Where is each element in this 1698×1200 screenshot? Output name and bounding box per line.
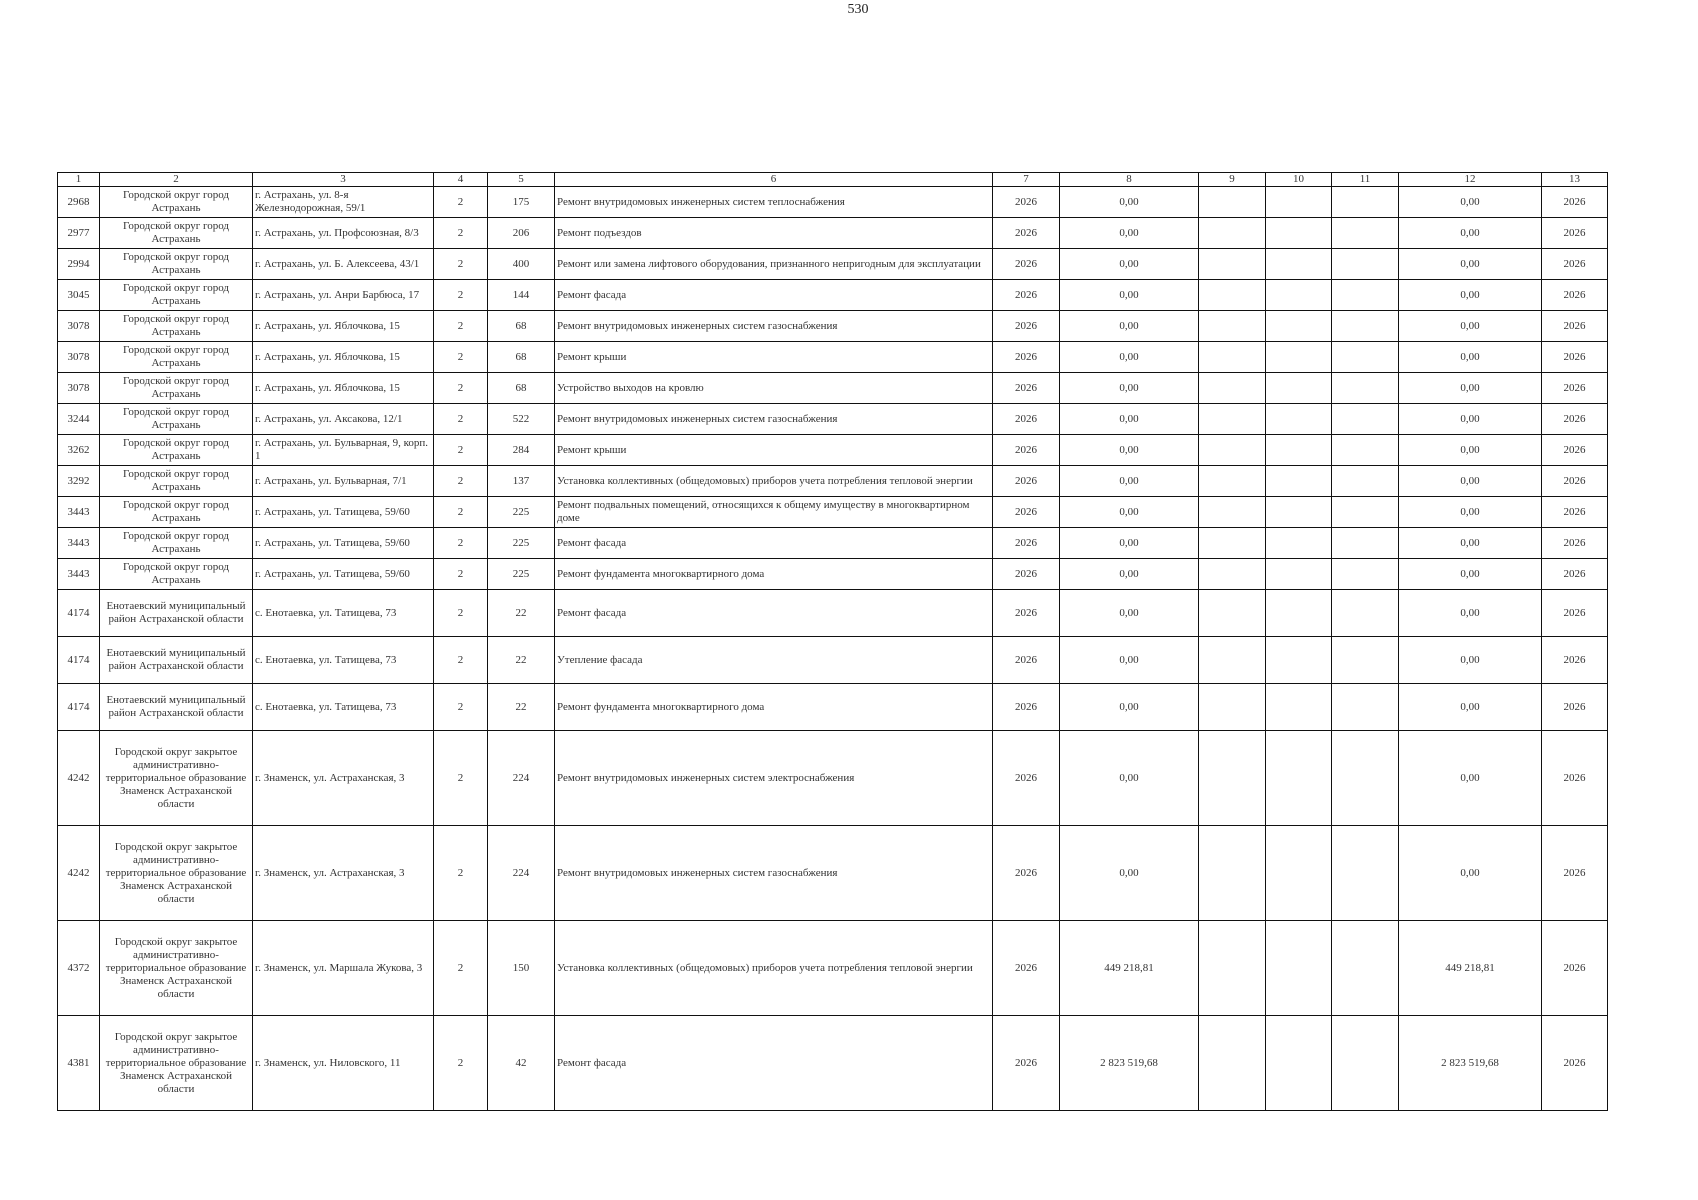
column-10-value-cell <box>1266 311 1332 342</box>
work-type-cell: Ремонт внутридомовых инженерных систем газоснабжения <box>555 311 993 342</box>
column-5-value-cell: 224 <box>488 826 555 921</box>
column-10-value-cell <box>1266 559 1332 590</box>
amount-cell: 0,00 <box>1060 559 1199 590</box>
amount-total-cell: 0,00 <box>1399 280 1542 311</box>
amount-total-cell: 0,00 <box>1399 249 1542 280</box>
completion-year-cell: 2026 <box>1542 404 1608 435</box>
column-11-value-cell <box>1332 435 1399 466</box>
column-4-value-cell: 2 <box>434 187 488 218</box>
column-5-value-cell: 224 <box>488 731 555 826</box>
amount-total-cell: 0,00 <box>1399 590 1542 637</box>
year-cell: 2026 <box>993 249 1060 280</box>
municipality-cell: Городской округ город Астрахань <box>100 280 253 311</box>
completion-year-cell: 2026 <box>1542 731 1608 826</box>
amount-cell: 0,00 <box>1060 187 1199 218</box>
column-9-value-cell <box>1199 466 1266 497</box>
column-4-value-cell: 2 <box>434 435 488 466</box>
work-type-cell: Ремонт подъездов <box>555 218 993 249</box>
municipality-cell: Городской округ закрытое административно-территориальное образование Знаменск Астраханской области <box>100 1016 253 1111</box>
column-11-value-cell <box>1332 731 1399 826</box>
column-9-value-cell <box>1199 497 1266 528</box>
address-cell: г. Астрахань, ул. Аксакова, 12/1 <box>253 404 434 435</box>
amount-total-cell: 0,00 <box>1399 187 1542 218</box>
column-5-value-cell: 175 <box>488 187 555 218</box>
address-cell: г. Астрахань, ул. Яблочкова, 15 <box>253 311 434 342</box>
column-9-value-cell <box>1199 637 1266 684</box>
work-type-cell: Ремонт подвальных помещений, относящихся к общему имуществу в многоквартирном доме <box>555 497 993 528</box>
column-11-value-cell <box>1332 1016 1399 1111</box>
column-9-value-cell <box>1199 280 1266 311</box>
table-body <box>58 187 1608 1111</box>
completion-year-cell: 2026 <box>1542 559 1608 590</box>
year-cell: 2026 <box>993 826 1060 921</box>
column-4-value-cell: 2 <box>434 528 488 559</box>
amount-total-cell: 0,00 <box>1399 559 1542 590</box>
column-11-value-cell <box>1332 637 1399 684</box>
column-number: 3 <box>253 173 434 187</box>
address-cell: г. Астрахань, ул. Бульварная, 9, корп. 1 <box>253 435 434 466</box>
amount-total-cell: 0,00 <box>1399 342 1542 373</box>
record-number-cell: 3078 <box>58 311 100 342</box>
amount-cell: 0,00 <box>1060 404 1199 435</box>
year-cell: 2026 <box>993 559 1060 590</box>
column-10-value-cell <box>1266 497 1332 528</box>
column-11-value-cell <box>1332 684 1399 731</box>
column-5-value-cell: 225 <box>488 528 555 559</box>
amount-cell: 2 823 519,68 <box>1060 1016 1199 1111</box>
municipality-cell: Городской округ закрытое административно-территориальное образование Знаменск Астраханской области <box>100 731 253 826</box>
column-10-value-cell <box>1266 826 1332 921</box>
municipality-cell: Городской округ город Астрахань <box>100 249 253 280</box>
column-5-value-cell: 22 <box>488 637 555 684</box>
year-cell: 2026 <box>993 342 1060 373</box>
column-11-value-cell <box>1332 559 1399 590</box>
column-10-value-cell <box>1266 590 1332 637</box>
municipality-cell: Городской округ город Астрахань <box>100 187 253 218</box>
work-type-cell: Ремонт внутридомовых инженерных систем газоснабжения <box>555 826 993 921</box>
record-number-cell: 3244 <box>58 404 100 435</box>
column-9-value-cell <box>1199 528 1266 559</box>
work-type-cell: Устройство выходов на кровлю <box>555 373 993 404</box>
page-number: 530 <box>847 2 869 17</box>
work-type-cell: Ремонт фундамента многоквартирного дома <box>555 559 993 590</box>
completion-year-cell: 2026 <box>1542 466 1608 497</box>
amount-total-cell: 0,00 <box>1399 826 1542 921</box>
address-cell: г. Знаменск, ул. Астраханская, 3 <box>253 826 434 921</box>
record-number-cell: 3262 <box>58 435 100 466</box>
year-cell: 2026 <box>993 187 1060 218</box>
work-type-cell: Установка коллективных (общедомовых) приборов учета потребления тепловой энергии <box>555 466 993 497</box>
completion-year-cell: 2026 <box>1542 342 1608 373</box>
address-cell: г. Знаменск, ул. Маршала Жукова, 3 <box>253 921 434 1016</box>
amount-total-cell: 0,00 <box>1399 373 1542 404</box>
column-10-value-cell <box>1266 404 1332 435</box>
work-type-cell: Установка коллективных (общедомовых) приборов учета потребления тепловой энергии <box>555 921 993 1016</box>
column-5-value-cell: 284 <box>488 435 555 466</box>
municipality-cell: Енотаевский муниципальный район Астраханской области <box>100 637 253 684</box>
column-11-value-cell <box>1332 921 1399 1016</box>
column-number: 13 <box>1542 173 1608 187</box>
column-10-value-cell <box>1266 528 1332 559</box>
year-cell: 2026 <box>993 404 1060 435</box>
municipality-cell: Городской округ город Астрахань <box>100 435 253 466</box>
table-row <box>58 187 1608 218</box>
year-cell: 2026 <box>993 280 1060 311</box>
address-cell: г. Астрахань, ул. 8-я Железнодорожная, 59/1 <box>253 187 434 218</box>
column-4-value-cell: 2 <box>434 249 488 280</box>
column-9-value-cell <box>1199 311 1266 342</box>
municipality-cell: Городской округ город Астрахань <box>100 404 253 435</box>
amount-cell: 0,00 <box>1060 528 1199 559</box>
table-row <box>58 497 1608 528</box>
column-4-value-cell: 2 <box>434 684 488 731</box>
amount-total-cell: 449 218,81 <box>1399 921 1542 1016</box>
column-9-value-cell <box>1199 187 1266 218</box>
address-cell: г. Астрахань, ул. Бульварная, 7/1 <box>253 466 434 497</box>
work-type-cell: Ремонт внутридомовых инженерных систем теплоснабжения <box>555 187 993 218</box>
column-11-value-cell <box>1332 404 1399 435</box>
amount-cell: 0,00 <box>1060 826 1199 921</box>
column-10-value-cell <box>1266 466 1332 497</box>
year-cell: 2026 <box>993 218 1060 249</box>
address-cell: г. Астрахань, ул. Анри Барбюса, 17 <box>253 280 434 311</box>
year-cell: 2026 <box>993 466 1060 497</box>
completion-year-cell: 2026 <box>1542 187 1608 218</box>
column-4-value-cell: 2 <box>434 590 488 637</box>
amount-cell: 0,00 <box>1060 497 1199 528</box>
completion-year-cell: 2026 <box>1542 1016 1608 1111</box>
column-4-value-cell: 2 <box>434 342 488 373</box>
amount-total-cell: 0,00 <box>1399 637 1542 684</box>
column-number: 2 <box>100 173 253 187</box>
column-4-value-cell: 2 <box>434 280 488 311</box>
municipality-cell: Городской округ закрытое административно-территориальное образование Знаменск Астраханской области <box>100 826 253 921</box>
table-row <box>58 731 1608 826</box>
amount-total-cell: 0,00 <box>1399 731 1542 826</box>
column-5-value-cell: 522 <box>488 404 555 435</box>
amount-cell: 0,00 <box>1060 590 1199 637</box>
column-number: 7 <box>993 173 1060 187</box>
column-4-value-cell: 2 <box>434 373 488 404</box>
municipality-cell: Енотаевский муниципальный район Астраханской области <box>100 684 253 731</box>
amount-total-cell: 0,00 <box>1399 435 1542 466</box>
table-row <box>58 280 1608 311</box>
column-9-value-cell <box>1199 435 1266 466</box>
column-number: 8 <box>1060 173 1199 187</box>
column-4-value-cell: 2 <box>434 466 488 497</box>
column-11-value-cell <box>1332 373 1399 404</box>
column-10-value-cell <box>1266 637 1332 684</box>
completion-year-cell: 2026 <box>1542 921 1608 1016</box>
column-10-value-cell <box>1266 249 1332 280</box>
column-11-value-cell <box>1332 466 1399 497</box>
table-row <box>58 249 1608 280</box>
column-4-value-cell: 2 <box>434 311 488 342</box>
municipality-cell: Городской округ город Астрахань <box>100 497 253 528</box>
amount-total-cell: 0,00 <box>1399 404 1542 435</box>
record-number-cell: 2977 <box>58 218 100 249</box>
work-type-cell: Ремонт крыши <box>555 435 993 466</box>
table-row <box>58 218 1608 249</box>
column-9-value-cell <box>1199 373 1266 404</box>
municipality-cell: Городской округ город Астрахань <box>100 342 253 373</box>
column-5-value-cell: 68 <box>488 373 555 404</box>
completion-year-cell: 2026 <box>1542 435 1608 466</box>
table-row <box>58 404 1608 435</box>
record-number-cell: 4174 <box>58 590 100 637</box>
amount-cell: 0,00 <box>1060 731 1199 826</box>
record-number-cell: 2994 <box>58 249 100 280</box>
record-number-cell: 4174 <box>58 637 100 684</box>
column-number: 1 <box>58 173 100 187</box>
column-10-value-cell <box>1266 731 1332 826</box>
column-5-value-cell: 137 <box>488 466 555 497</box>
amount-cell: 0,00 <box>1060 342 1199 373</box>
column-10-value-cell <box>1266 921 1332 1016</box>
address-cell: г. Астрахань, ул. Яблочкова, 15 <box>253 342 434 373</box>
column-9-value-cell <box>1199 826 1266 921</box>
amount-cell: 0,00 <box>1060 435 1199 466</box>
municipality-cell: Енотаевский муниципальный район Астраханской области <box>100 590 253 637</box>
table-row <box>58 342 1608 373</box>
year-cell: 2026 <box>993 311 1060 342</box>
column-5-value-cell: 144 <box>488 280 555 311</box>
completion-year-cell: 2026 <box>1542 528 1608 559</box>
address-cell: г. Астрахань, ул. Профсоюзная, 8/3 <box>253 218 434 249</box>
column-9-value-cell <box>1199 731 1266 826</box>
amount-cell: 0,00 <box>1060 466 1199 497</box>
column-11-value-cell <box>1332 528 1399 559</box>
capital-repair-table <box>57 172 1608 1111</box>
amount-total-cell: 0,00 <box>1399 218 1542 249</box>
column-4-value-cell: 2 <box>434 404 488 435</box>
address-cell: г. Знаменск, ул. Астраханская, 3 <box>253 731 434 826</box>
column-11-value-cell <box>1332 249 1399 280</box>
record-number-cell: 4174 <box>58 684 100 731</box>
column-4-value-cell: 2 <box>434 218 488 249</box>
record-number-cell: 3078 <box>58 342 100 373</box>
completion-year-cell: 2026 <box>1542 218 1608 249</box>
amount-total-cell: 0,00 <box>1399 497 1542 528</box>
year-cell: 2026 <box>993 435 1060 466</box>
completion-year-cell: 2026 <box>1542 637 1608 684</box>
table-row <box>58 559 1608 590</box>
column-5-value-cell: 42 <box>488 1016 555 1111</box>
address-cell: с. Енотаевка, ул. Татищева, 73 <box>253 637 434 684</box>
municipality-cell: Городской округ город Астрахань <box>100 373 253 404</box>
year-cell: 2026 <box>993 684 1060 731</box>
table-row <box>58 528 1608 559</box>
table-row <box>58 826 1608 921</box>
amount-cell: 0,00 <box>1060 684 1199 731</box>
column-9-value-cell <box>1199 249 1266 280</box>
column-number-header <box>58 173 1608 187</box>
column-10-value-cell <box>1266 218 1332 249</box>
column-11-value-cell <box>1332 280 1399 311</box>
municipality-cell: Городской округ город Астрахань <box>100 528 253 559</box>
column-5-value-cell: 22 <box>488 590 555 637</box>
column-9-value-cell <box>1199 1016 1266 1111</box>
column-number: 4 <box>434 173 488 187</box>
column-number: 12 <box>1399 173 1542 187</box>
work-type-cell: Ремонт фундамента многоквартирного дома <box>555 684 993 731</box>
record-number-cell: 3045 <box>58 280 100 311</box>
column-10-value-cell <box>1266 373 1332 404</box>
table-row <box>58 311 1608 342</box>
municipality-cell: Городской округ город Астрахань <box>100 218 253 249</box>
column-5-value-cell: 400 <box>488 249 555 280</box>
column-11-value-cell <box>1332 826 1399 921</box>
amount-cell: 0,00 <box>1060 311 1199 342</box>
amount-cell: 0,00 <box>1060 249 1199 280</box>
record-number-cell: 3443 <box>58 559 100 590</box>
column-number: 6 <box>555 173 993 187</box>
completion-year-cell: 2026 <box>1542 373 1608 404</box>
address-cell: с. Енотаевка, ул. Татищева, 73 <box>253 590 434 637</box>
column-number: 11 <box>1332 173 1399 187</box>
completion-year-cell: 2026 <box>1542 826 1608 921</box>
table-row <box>58 684 1608 731</box>
column-5-value-cell: 68 <box>488 342 555 373</box>
table-row <box>58 373 1608 404</box>
column-5-value-cell: 225 <box>488 559 555 590</box>
address-cell: с. Енотаевка, ул. Татищева, 73 <box>253 684 434 731</box>
address-cell: г. Знаменск, ул. Ниловского, 11 <box>253 1016 434 1111</box>
year-cell: 2026 <box>993 373 1060 404</box>
column-4-value-cell: 2 <box>434 921 488 1016</box>
column-11-value-cell <box>1332 590 1399 637</box>
column-number: 5 <box>488 173 555 187</box>
column-4-value-cell: 2 <box>434 637 488 684</box>
column-4-value-cell: 2 <box>434 497 488 528</box>
address-cell: г. Астрахань, ул. Татищева, 59/60 <box>253 497 434 528</box>
amount-cell: 449 218,81 <box>1060 921 1199 1016</box>
column-11-value-cell <box>1332 497 1399 528</box>
year-cell: 2026 <box>993 921 1060 1016</box>
column-9-value-cell <box>1199 218 1266 249</box>
amount-cell: 0,00 <box>1060 373 1199 404</box>
column-number: 9 <box>1199 173 1266 187</box>
completion-year-cell: 2026 <box>1542 497 1608 528</box>
amount-total-cell: 0,00 <box>1399 528 1542 559</box>
column-9-value-cell <box>1199 590 1266 637</box>
work-type-cell: Ремонт фасада <box>555 280 993 311</box>
column-9-value-cell <box>1199 921 1266 1016</box>
work-type-cell: Утепление фасада <box>555 637 993 684</box>
column-5-value-cell: 68 <box>488 311 555 342</box>
work-type-cell: Ремонт фасада <box>555 1016 993 1111</box>
column-9-value-cell <box>1199 342 1266 373</box>
completion-year-cell: 2026 <box>1542 590 1608 637</box>
year-cell: 2026 <box>993 497 1060 528</box>
record-number-cell: 3443 <box>58 528 100 559</box>
column-11-value-cell <box>1332 311 1399 342</box>
column-5-value-cell: 225 <box>488 497 555 528</box>
column-10-value-cell <box>1266 435 1332 466</box>
amount-cell: 0,00 <box>1060 637 1199 684</box>
work-type-cell: Ремонт или замена лифтового оборудования, признанного непригодным для эксплуатации <box>555 249 993 280</box>
column-5-value-cell: 22 <box>488 684 555 731</box>
column-4-value-cell: 2 <box>434 1016 488 1111</box>
record-number-cell: 4242 <box>58 826 100 921</box>
work-type-cell: Ремонт фасада <box>555 590 993 637</box>
completion-year-cell: 2026 <box>1542 311 1608 342</box>
record-number-cell: 4381 <box>58 1016 100 1111</box>
amount-cell: 0,00 <box>1060 280 1199 311</box>
address-cell: г. Астрахань, ул. Яблочкова, 15 <box>253 373 434 404</box>
completion-year-cell: 2026 <box>1542 249 1608 280</box>
column-10-value-cell <box>1266 187 1332 218</box>
record-number-cell: 3443 <box>58 497 100 528</box>
work-type-cell: Ремонт внутридомовых инженерных систем газоснабжения <box>555 404 993 435</box>
work-type-cell: Ремонт фасада <box>555 528 993 559</box>
column-10-value-cell <box>1266 1016 1332 1111</box>
year-cell: 2026 <box>993 1016 1060 1111</box>
municipality-cell: Городской округ город Астрахань <box>100 466 253 497</box>
address-cell: г. Астрахань, ул. Б. Алексеева, 43/1 <box>253 249 434 280</box>
record-number-cell: 3078 <box>58 373 100 404</box>
column-10-value-cell <box>1266 684 1332 731</box>
column-10-value-cell <box>1266 342 1332 373</box>
record-number-cell: 4242 <box>58 731 100 826</box>
column-4-value-cell: 2 <box>434 559 488 590</box>
municipality-cell: Городской округ город Астрахань <box>100 559 253 590</box>
amount-cell: 0,00 <box>1060 218 1199 249</box>
column-11-value-cell <box>1332 218 1399 249</box>
column-4-value-cell: 2 <box>434 826 488 921</box>
column-9-value-cell <box>1199 684 1266 731</box>
completion-year-cell: 2026 <box>1542 684 1608 731</box>
table-row <box>58 435 1608 466</box>
table-row <box>58 637 1608 684</box>
work-type-cell: Ремонт крыши <box>555 342 993 373</box>
year-cell: 2026 <box>993 528 1060 559</box>
record-number-cell: 4372 <box>58 921 100 1016</box>
amount-total-cell: 0,00 <box>1399 466 1542 497</box>
column-11-value-cell <box>1332 342 1399 373</box>
table-row <box>58 921 1608 1016</box>
record-number-cell: 2968 <box>58 187 100 218</box>
amount-total-cell: 0,00 <box>1399 311 1542 342</box>
column-9-value-cell <box>1199 404 1266 435</box>
municipality-cell: Городской округ закрытое административно-территориальное образование Знаменск Астраханской области <box>100 921 253 1016</box>
column-10-value-cell <box>1266 280 1332 311</box>
table-row <box>58 590 1608 637</box>
year-cell: 2026 <box>993 637 1060 684</box>
address-cell: г. Астрахань, ул. Татищева, 59/60 <box>253 559 434 590</box>
column-5-value-cell: 206 <box>488 218 555 249</box>
column-9-value-cell <box>1199 559 1266 590</box>
column-4-value-cell: 2 <box>434 731 488 826</box>
column-11-value-cell <box>1332 187 1399 218</box>
address-cell: г. Астрахань, ул. Татищева, 59/60 <box>253 528 434 559</box>
municipality-cell: Городской округ город Астрахань <box>100 311 253 342</box>
completion-year-cell: 2026 <box>1542 280 1608 311</box>
year-cell: 2026 <box>993 590 1060 637</box>
amount-total-cell: 0,00 <box>1399 684 1542 731</box>
column-number: 10 <box>1266 173 1332 187</box>
work-type-cell: Ремонт внутридомовых инженерных систем электроснабжения <box>555 731 993 826</box>
year-cell: 2026 <box>993 731 1060 826</box>
amount-total-cell: 2 823 519,68 <box>1399 1016 1542 1111</box>
column-5-value-cell: 150 <box>488 921 555 1016</box>
table-row <box>58 1016 1608 1111</box>
record-number-cell: 3292 <box>58 466 100 497</box>
table-row <box>58 466 1608 497</box>
